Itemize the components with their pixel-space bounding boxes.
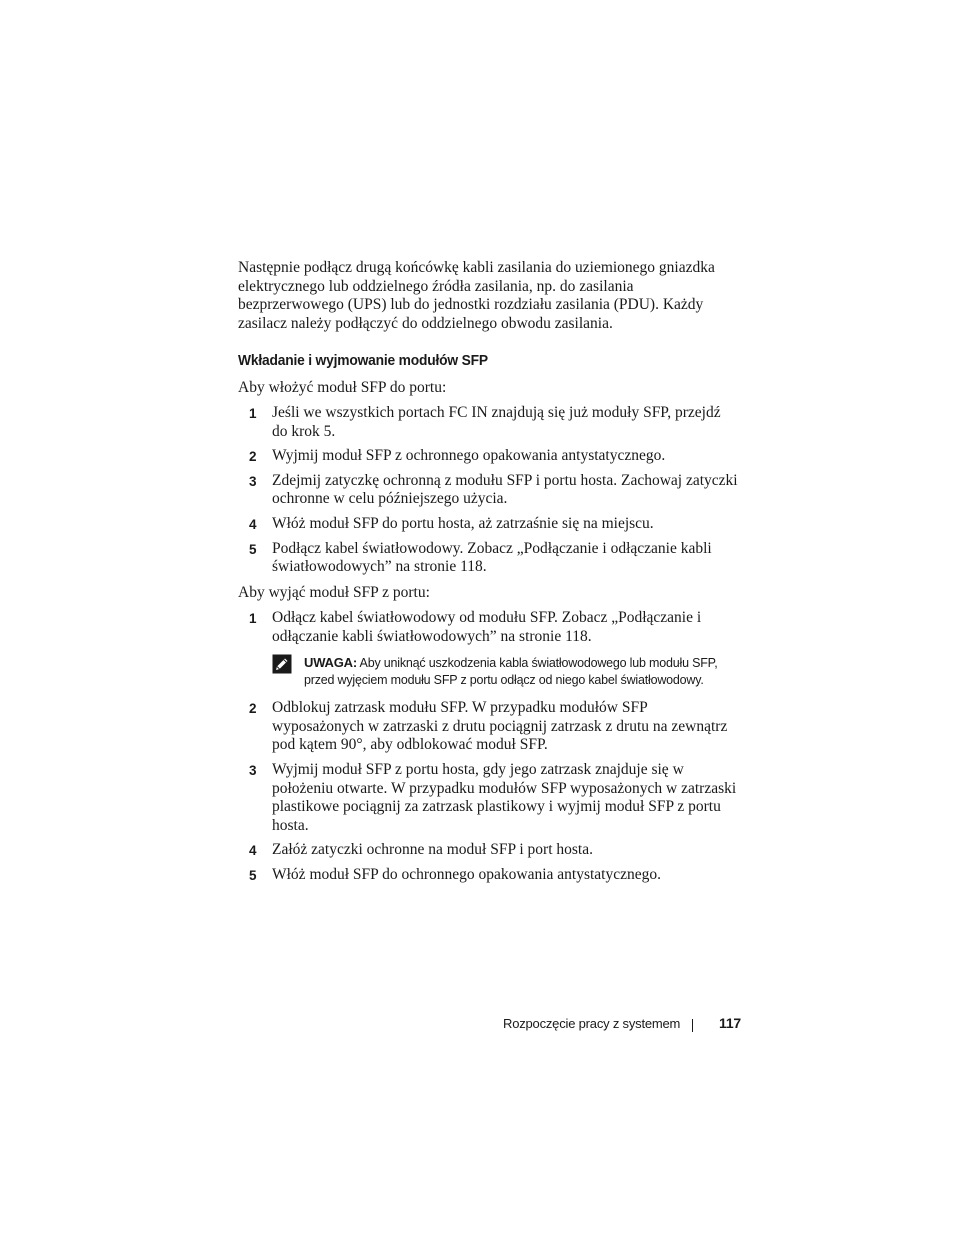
list-item	[238, 841, 738, 860]
step-text: Włóż moduł SFP do ochronnego opakowania antystatycznego.	[272, 865, 661, 883]
note-callout	[272, 654, 738, 689]
step-number: 4	[249, 516, 257, 532]
step-text: Wyjmij moduł SFP z ochronnego opakowania antystatycznego.	[272, 447, 666, 465]
step-number: 3	[249, 473, 257, 489]
step-number: 4	[249, 843, 257, 859]
list-item	[238, 540, 738, 577]
footer-section-title: Rozpoczęcie pracy z systemem	[503, 1016, 681, 1031]
step-text: Włóż moduł SFP do portu hosta, aż zatrzaśnie się na miejscu.	[272, 514, 654, 532]
list-item	[238, 404, 738, 441]
intro-paragraph: Następnie podłącz drugą końcówkę kabli zasilania do uziemionego gniazdka elektrycznego lub oddzielnego źródła zasilania, np. do zasilania bezprzerwowego (UPS) lub do jednostki rozdziału zasilania (PDU). Każdy zasilacz należy podłączyć do oddzielnego obwodu zasilania.	[238, 259, 715, 332]
step-number: 5	[249, 541, 257, 557]
list-item	[238, 515, 738, 534]
page-number: 117	[719, 1015, 741, 1031]
step-text: Odłącz kabel światłowodowy od modułu SFP. Zobacz „Podłączanie i odłączanie kabli światłowodowych” na stronie 118.	[272, 609, 702, 645]
page-footer	[503, 1015, 741, 1031]
step-number: 1	[249, 611, 257, 626]
step-number: 1	[249, 406, 257, 421]
step-text: Podłącz kabel światłowodowy. Zobacz „Podłączanie i odłączanie kabli światłowodowych” na stronie 118.	[272, 539, 712, 576]
list-item	[238, 699, 738, 755]
pencil-note-icon	[272, 654, 292, 674]
section-heading: Wkładanie i wyjmowanie modułów SFP	[238, 352, 488, 369]
step-text: Jeśli we wszystkich portach FC IN znajdują się już moduły SFP, przejdź do krok 5.	[272, 404, 721, 440]
step-text: Załóż zatyczki ochronne na moduł SFP i port hosta.	[272, 841, 593, 859]
step-number: 2	[249, 701, 257, 717]
remove-lead: Aby wyjąć moduł SFP z portu:	[238, 584, 430, 601]
insert-lead: Aby włożyć moduł SFP do portu:	[238, 379, 447, 396]
step-text: Wyjmij moduł SFP z portu hosta, gdy jego zatrzask znajduje się w położeniu otwarte. W przypadku modułów SFP wyposażonych w zatrzaski plastikowe pociągnij za zatrzask plastikowy i wyjmij moduł SFP z portu hosta.	[272, 760, 737, 834]
remove-steps	[238, 609, 738, 891]
list-item	[238, 866, 738, 885]
step-number: 5	[249, 867, 257, 883]
list-item	[238, 472, 738, 509]
list-item	[238, 447, 738, 466]
step-number: 3	[249, 762, 257, 778]
note-text: Aby uniknąć uszkodzenia kabla światłowodowego lub modułu SFP, przed wyjęciem modułu SFP z portu odłącz od niego kabel światłowodowy.	[304, 656, 718, 688]
list-item	[238, 609, 738, 646]
step-text: Odblokuj zatrzask modułu SFP. W przypadku modułów SFP wyposażonych w zatrzaski z drutu pociągnij zatrzask z drutu na zewnątrz pod kątem 90°, aby odblokować moduł SFP.	[272, 699, 728, 754]
footer-divider	[692, 1019, 693, 1032]
step-number: 2	[249, 449, 257, 465]
step-text: Zdejmij zatyczkę ochronną z modułu SFP i portu hosta. Zachowaj zatyczki ochronne w celu późniejszego użycia.	[272, 471, 738, 508]
insert-steps	[238, 404, 738, 583]
list-item	[238, 761, 738, 835]
note-label: UWAGA:	[304, 655, 357, 671]
